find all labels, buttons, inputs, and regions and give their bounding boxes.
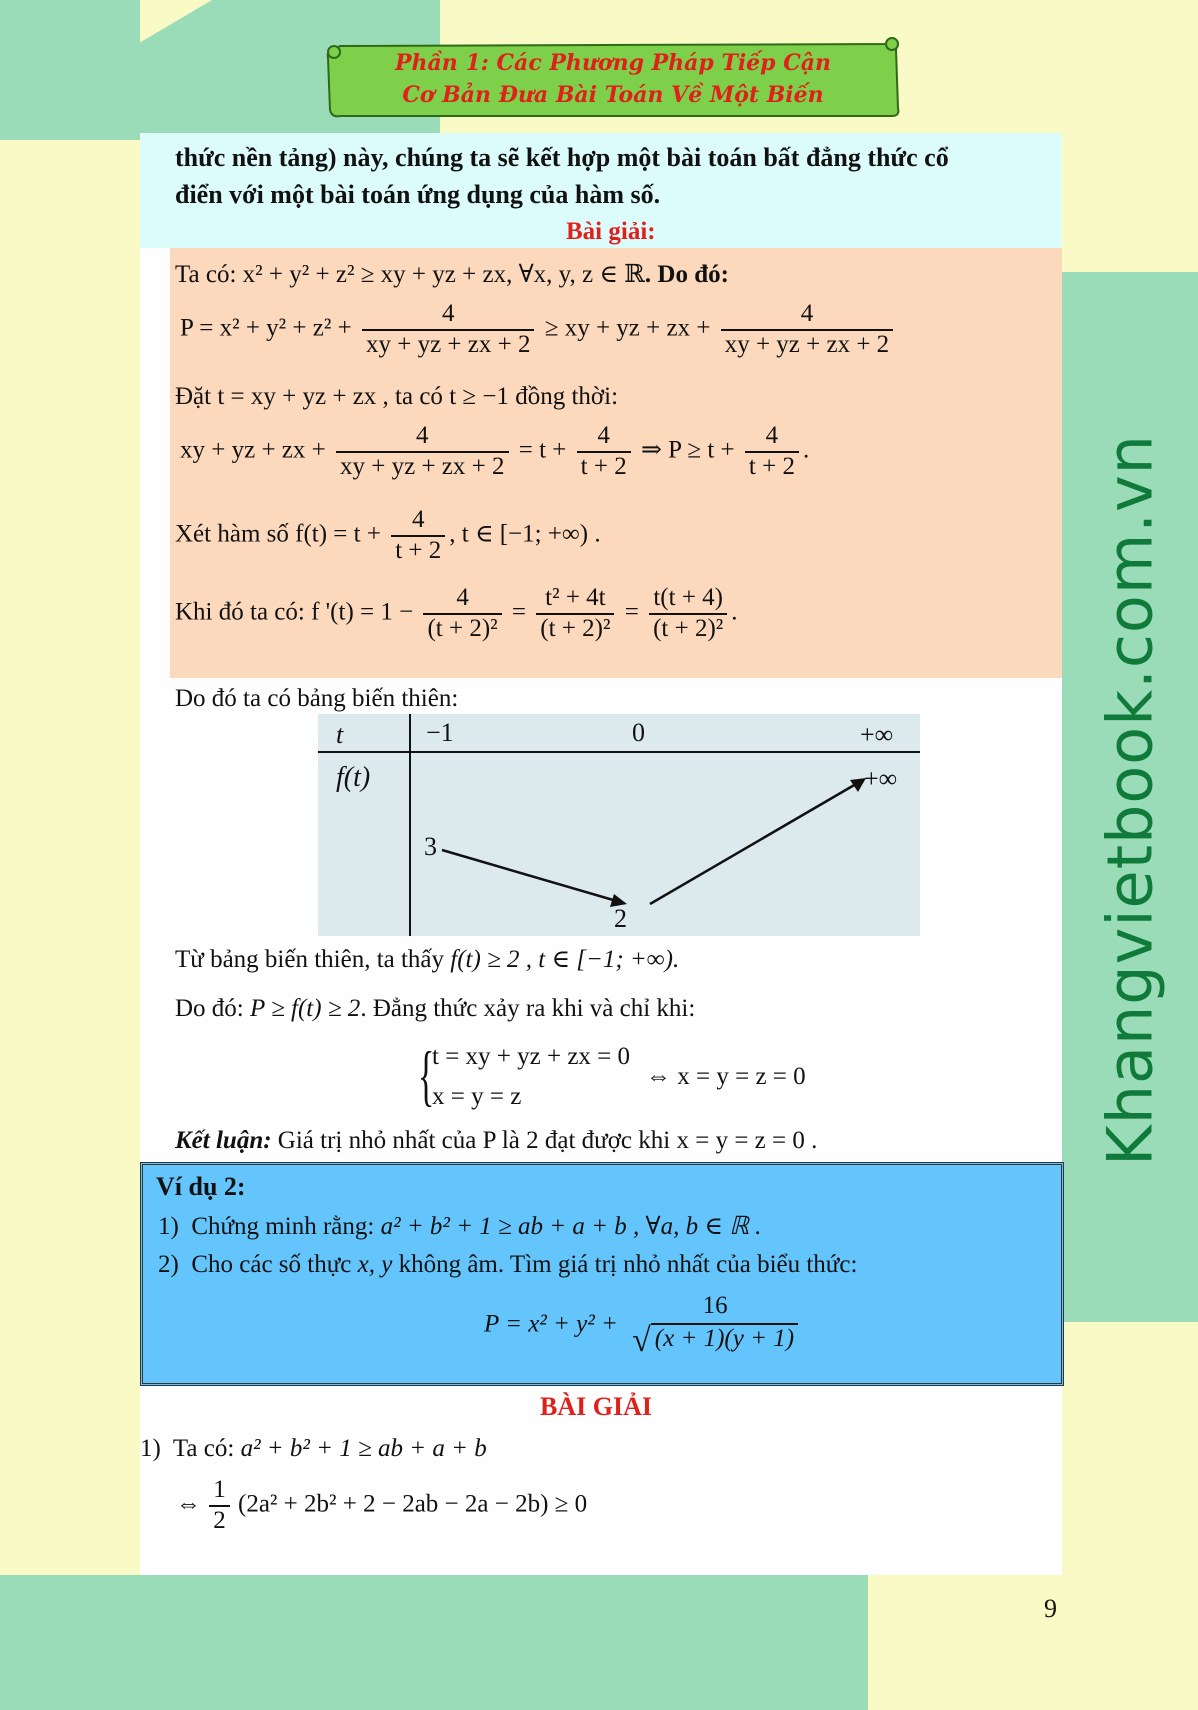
watermark-text: Khangvietbook.com.vn <box>1093 434 1167 1166</box>
sol2-equiv: ⇔ <box>176 1490 201 1518</box>
do-do-text: . Do đó: <box>644 261 729 288</box>
table-x-2: +∞ <box>860 720 894 749</box>
eq2-impl: ⇒ P ≥ t + <box>640 436 735 464</box>
banner-line-1: Phần 1: Các Phương Pháp Tiếp Cận <box>395 50 831 76</box>
dat-line <box>175 382 618 412</box>
fraction-2 <box>721 300 894 360</box>
eq2-f2-den: t + 2 <box>577 451 631 482</box>
ex2-frac-den: √ (x + 1)(y + 1) <box>628 1321 802 1360</box>
deriv-lhs: f '(t) = 1 − <box>311 598 414 626</box>
equation-system: { t = xy + yz + zx = 0 x = y = z ⇔ x = y = z = 0 <box>418 1037 806 1113</box>
xet-formula: f(t) = t + <box>295 520 381 548</box>
fraction-1-num: 4 <box>441 300 455 327</box>
dat-label: Đặt <box>175 383 212 410</box>
p-lhs: P = x² + y² + z² + <box>180 314 352 342</box>
xet-line <box>175 506 601 566</box>
system-eq-2: x = y = z <box>432 1083 522 1110</box>
solution-2-equiv-line <box>176 1476 587 1536</box>
ta-co-label: Ta có: <box>175 261 237 288</box>
ex2-item2-text-a: Cho các số thực <box>191 1251 352 1278</box>
bottom-green-panel <box>0 1575 868 1710</box>
table-lines <box>318 714 920 936</box>
ex2-item1-num: 1) <box>158 1213 179 1240</box>
fraction-1 <box>362 300 535 360</box>
eq2-fraction-2 <box>577 422 631 482</box>
p-mid: ≥ xy + yz + zx + <box>544 314 711 342</box>
example-2-item-2 <box>158 1250 857 1280</box>
xet-label: Xét hàm số <box>175 520 289 548</box>
example-2-item-1 <box>158 1212 761 1242</box>
ex2-frac-num: 16 <box>702 1292 728 1319</box>
ex2-item2-num: 2) <box>158 1251 179 1278</box>
table-f-end: +∞ <box>864 764 898 793</box>
table-f-start: 3 <box>424 832 437 861</box>
fraction-1-den: xy + yz + zx + 2 <box>362 329 535 360</box>
section-banner <box>324 36 902 120</box>
xet-den: t + 2 <box>391 535 445 566</box>
after-1-math: f(t) ≥ 2 , t ∈ [−1; +∞). <box>450 946 680 973</box>
deriv-f3-den: (t + 2)² <box>649 613 727 644</box>
eq2-f3-den: t + 2 <box>745 451 799 482</box>
dat-cond: t ≥ −1 <box>449 383 509 410</box>
ta-co-line <box>175 260 729 290</box>
ex2-frac-den-text: (x + 1)(y + 1) <box>651 1323 798 1352</box>
eq2-f3-num: 4 <box>765 422 779 449</box>
sol2-item1-text: Ta có: <box>172 1435 235 1462</box>
solution-2-item-1 <box>140 1434 487 1464</box>
xet-fraction <box>391 506 445 566</box>
ex2-fraction <box>628 1292 802 1360</box>
sol2-half-num: 1 <box>213 1476 226 1503</box>
sol2-half-den: 2 <box>209 1505 230 1536</box>
deriv-f3-num: t(t + 4) <box>653 584 724 611</box>
ta-co-formula: x² + y² + z² ≥ xy + yz + zx, ∀x, y, z ∈ ℝ <box>242 261 645 288</box>
deriv-f1-num: 4 <box>456 584 469 611</box>
system-result: ⇔ x = y = z = 0 <box>646 1063 806 1090</box>
example-2-p-expression <box>484 1292 806 1360</box>
deriv-f2-num: t² + 4t <box>545 584 606 611</box>
conclusion-label: Kết luận: <box>175 1127 272 1154</box>
ex2-item1-math: a² + b² + 1 ≥ ab + a + b , ∀a, b ∈ ℝ . <box>380 1213 762 1240</box>
table-func-label: f(t) <box>336 762 371 793</box>
xet-domain: , t ∈ [−1; +∞) . <box>449 520 601 548</box>
eq2-lhs: xy + yz + zx + <box>180 436 326 464</box>
after-2-text: Do đó: <box>175 995 244 1022</box>
deriv-fraction-3 <box>649 584 727 644</box>
derivative-line: Khi đó ta có: f '(t) = 1 − $\frac{4}{\text{(t + 2)²}}$ = $\frac{\text{t² + 4t}}{\text{(t + 2)²}}$ = $\frac{t(t + 4)}{\text{(t + 2)²}}$ . <box>175 584 738 642</box>
eq2-fraction-1 <box>336 422 509 482</box>
dong-thoi: đồng thời: <box>515 383 619 410</box>
intro-line-2: điển với một bài toán ứng dụng của hàm số. <box>175 180 661 209</box>
deriv-f2-den: (t + 2)² <box>536 613 614 644</box>
sol2-half <box>209 1476 230 1536</box>
conclusion-math: x = y = z = 0 . <box>676 1127 818 1154</box>
solution-title: Bài giải: <box>566 218 656 245</box>
increase-arrow <box>650 784 856 904</box>
eq2-mid: = t + <box>518 436 567 464</box>
eq2-f2-num: 4 <box>597 422 610 449</box>
fraction-2-den: xy + yz + zx + 2 <box>721 329 894 360</box>
ex2-item2-text-b: không âm. Tìm giá trị nhỏ nhất của biểu thức: <box>398 1251 858 1278</box>
table-x-0: −1 <box>426 718 454 747</box>
ex2-item1-text: Chứng minh rằng: <box>191 1213 375 1240</box>
xet-num: 4 <box>411 506 425 533</box>
table-f-min: 2 <box>614 904 627 933</box>
ex2-p-lhs: P = x² + y² + <box>484 1310 618 1338</box>
ex2-item2-vars: x, y <box>357 1251 393 1278</box>
after-table-line-1 <box>175 945 679 975</box>
eq2-f1-den: xy + yz + zx + 2 <box>336 451 509 482</box>
table-var-label: t <box>336 720 344 749</box>
deriv-f1-den: (t + 2)² <box>423 613 501 644</box>
variation-table <box>318 714 920 936</box>
dat-formula: t = xy + yz + zx <box>217 383 377 410</box>
ta-co-2: , ta có <box>382 383 443 410</box>
after-2-tail: . Đẳng thức xảy ra khi và chỉ khi: <box>360 995 696 1022</box>
conclusion-text: Giá trị nhỏ nhất của P là 2 đạt được khi <box>277 1127 671 1154</box>
after-2-math: P ≥ f(t) ≥ 2 <box>250 995 361 1022</box>
system-eq-1: t = xy + yz + zx = 0 <box>432 1043 631 1070</box>
table-x-1: 0 <box>632 718 645 747</box>
sol2-item1-math: a² + b² + 1 ≥ ab + a + b <box>240 1435 487 1462</box>
after-1-text: Từ bảng biến thiên, ta thấy <box>175 946 445 973</box>
deriv-fraction-1 <box>423 584 501 644</box>
eq2-f1-num: 4 <box>416 422 429 449</box>
bbt-intro: Do đó ta có bảng biến thiên: <box>175 685 459 712</box>
khi-label: Khi đó ta có: <box>175 598 305 626</box>
intro-line-1: thức nền tảng) này, chúng ta sẽ kết hợp một bài toán bất đẳng thức cổ <box>175 143 949 172</box>
solution-2-title: BÀI GIẢI <box>540 1392 652 1421</box>
banner-line-2: Cơ Bản Đưa Bài Toán Về Một Biến <box>402 82 824 108</box>
p-expression-line <box>180 300 897 360</box>
sol2-item1-num: 1) <box>140 1435 161 1462</box>
deriv-fraction-2 <box>536 584 614 644</box>
sol2-expr: (2a² + 2b² + 2 − 2ab − 2a − 2b) ≥ 0 <box>238 1490 588 1518</box>
conclusion-line <box>175 1126 817 1156</box>
example-2-title: Ví dụ 2: <box>156 1172 246 1201</box>
decrease-arrow <box>442 850 620 902</box>
page-number: 9 <box>1044 1594 1057 1623</box>
after-table-line-2 <box>175 994 695 1024</box>
eq2-fraction-3 <box>745 422 799 482</box>
eq2-line: xy + yz + zx + $\frac{4}{xy + yz + zx + 2}$ = t + $\frac{4}{t + 2}$ ⇒ P ≥ t + $\frac{4}{t + 2}$ . <box>180 422 810 480</box>
fraction-2-num: 4 <box>800 300 814 327</box>
